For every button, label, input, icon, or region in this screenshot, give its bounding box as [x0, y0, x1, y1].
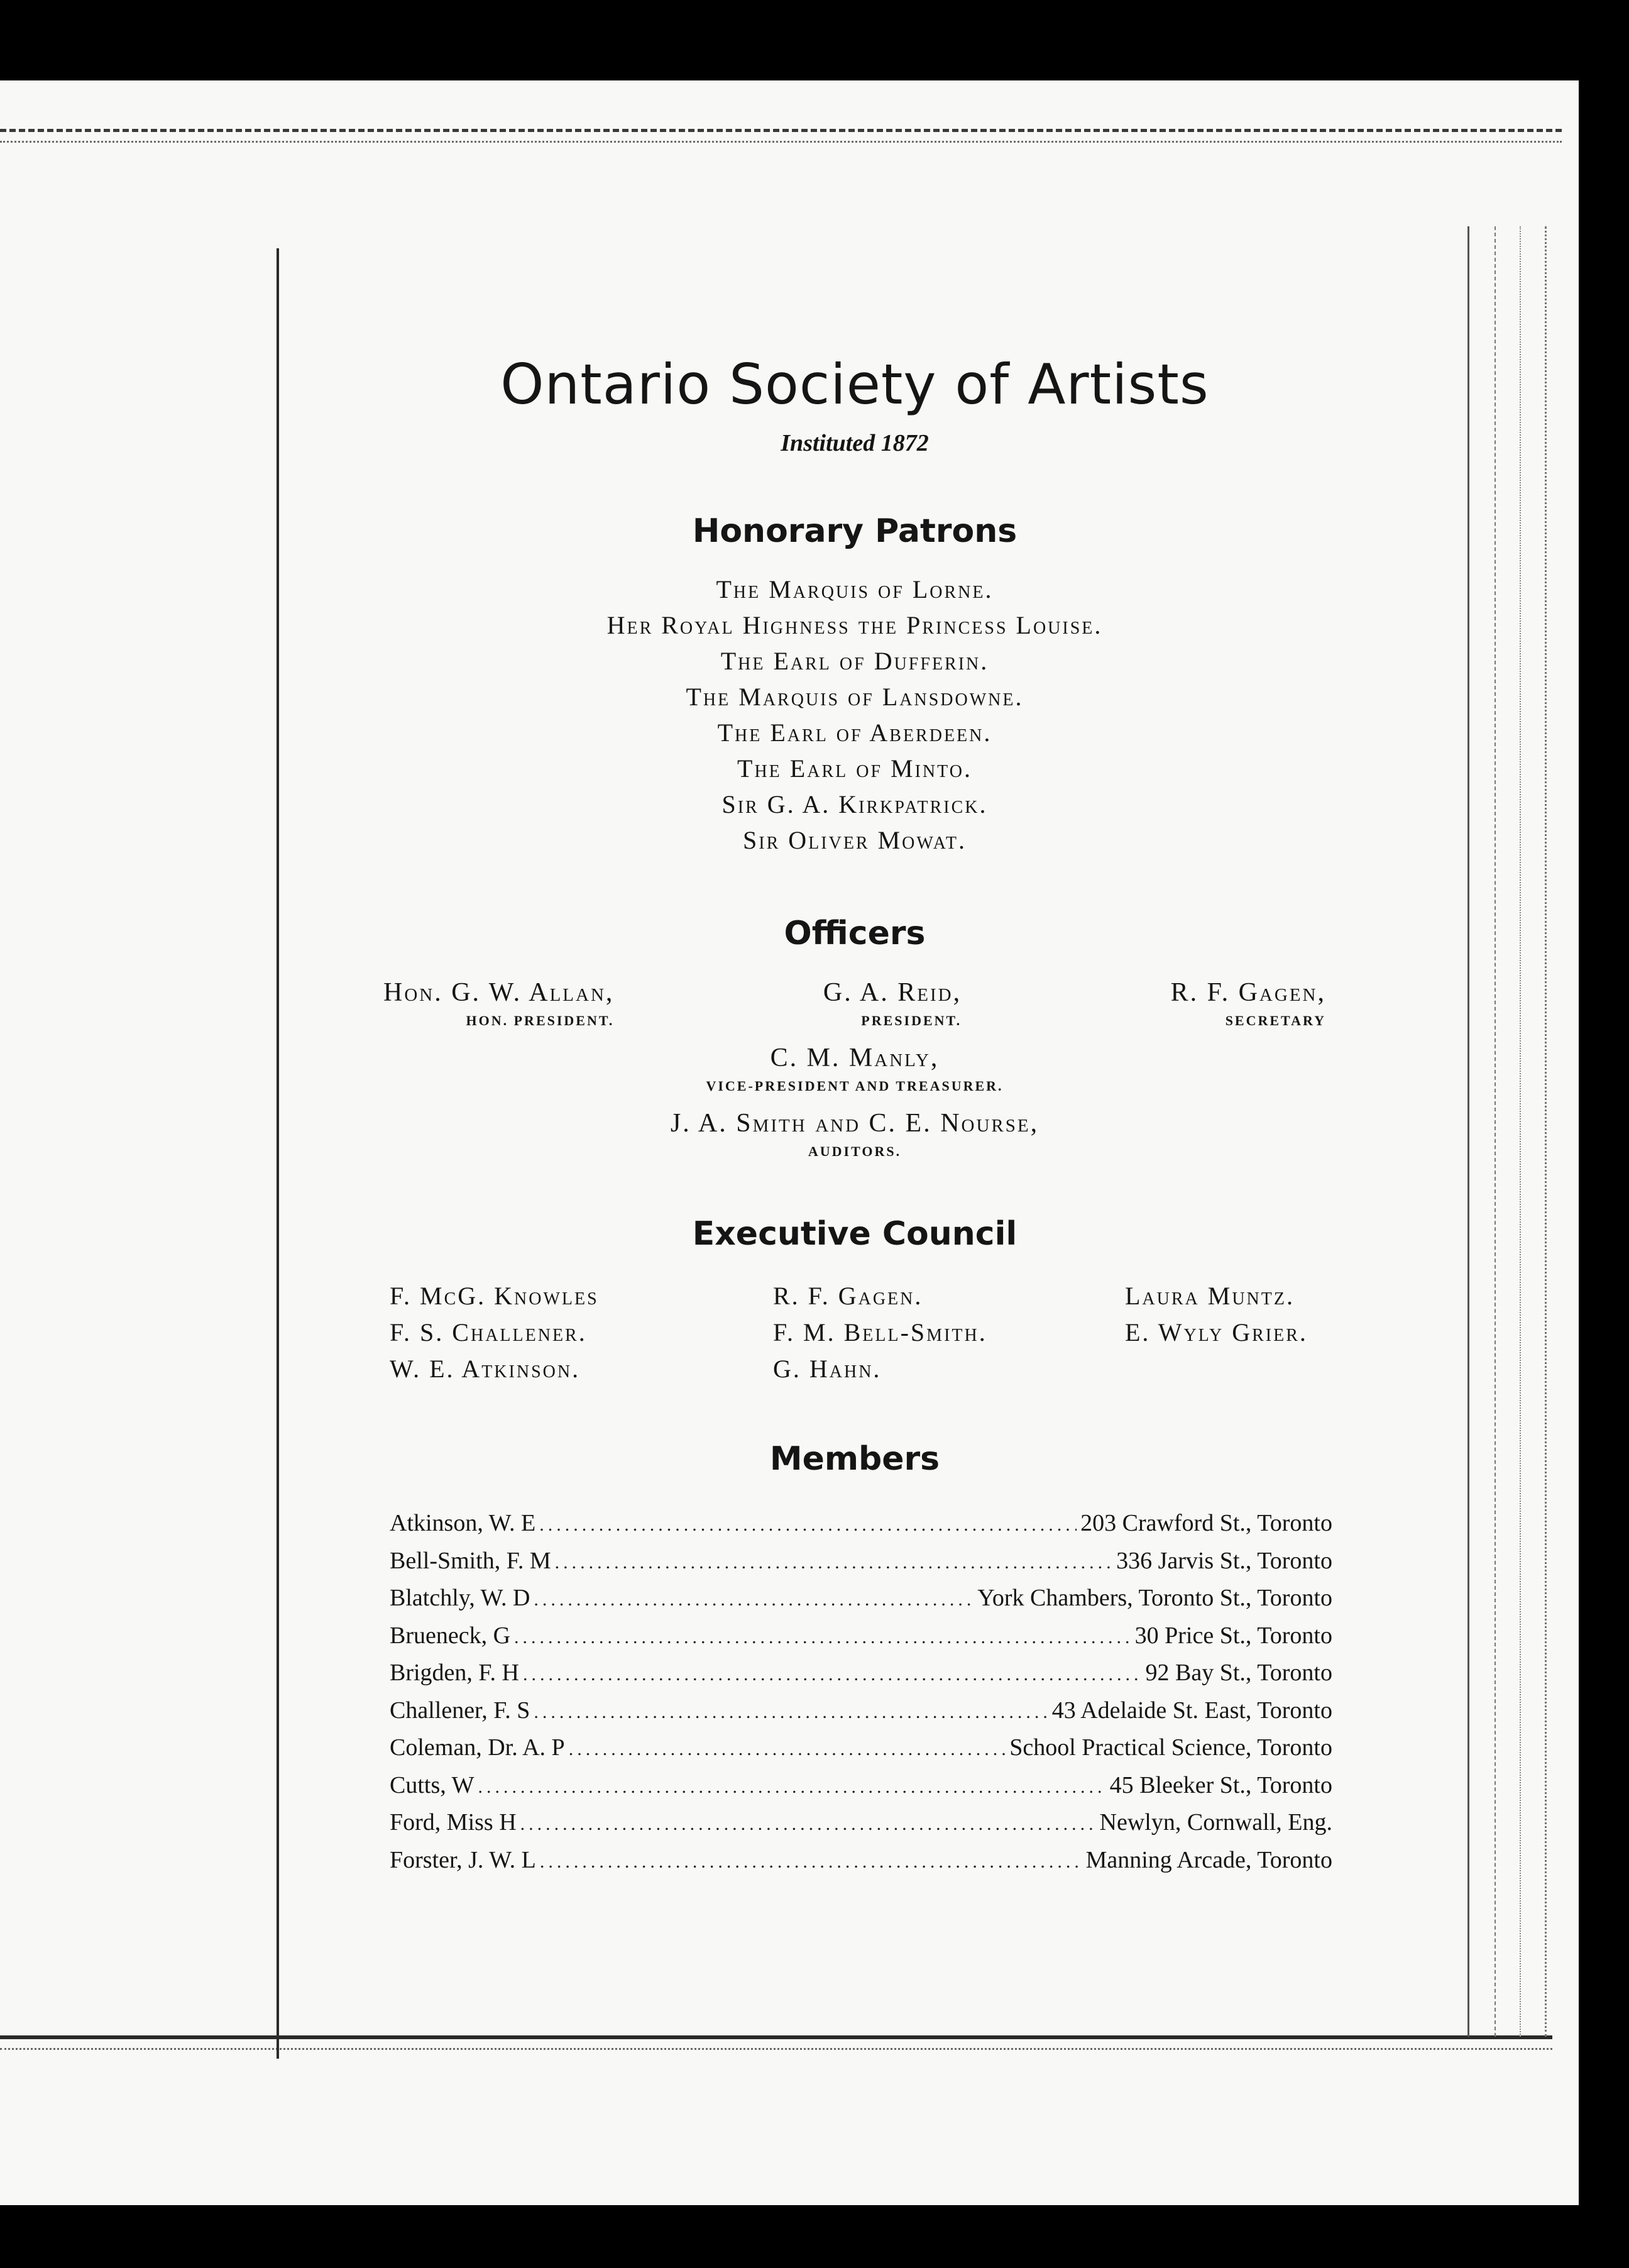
leader-dots: [569, 1731, 1006, 1768]
patron-entry: Sir G. A. Kirkpatrick.: [721, 790, 988, 818]
council-member: Laura Muntz.: [1125, 1282, 1295, 1310]
patron-entry: The Earl of Minto.: [737, 754, 972, 783]
member-name: Blatchly, W. D: [390, 1585, 530, 1611]
top-border-rule: [0, 129, 1562, 143]
member-address: Manning Arcade, Toronto: [1085, 1846, 1332, 1873]
members-heading: Members: [769, 1440, 940, 1478]
officers-heading: Officers: [784, 915, 926, 952]
bottom-border-rule: [0, 2035, 1552, 2050]
officer-title: AUDITORS.: [808, 1143, 902, 1159]
member-name: Brueneck, G: [390, 1622, 511, 1649]
member-name: Cutts, W: [390, 1771, 474, 1798]
member-name: Bell-Smith, F. M: [390, 1547, 551, 1574]
member-row: [390, 1730, 1332, 1768]
member-name: Coleman, Dr. A. P: [390, 1734, 565, 1761]
council-member: F. M. Bell-Smith.: [773, 1318, 987, 1346]
officer-president: [823, 977, 962, 1029]
left-margin-rule: [277, 248, 279, 2059]
member-row: [390, 1768, 1332, 1805]
member-row: [390, 1805, 1332, 1842]
officer-title: VICE-PRESIDENT AND TREASURER.: [706, 1078, 1004, 1094]
leader-dots: [514, 1619, 1131, 1656]
member-address: 30 Price St., Toronto: [1134, 1622, 1332, 1649]
patron-entry: Her Royal Highness the Princess Louise.: [606, 611, 1103, 639]
member-name: Brigden, F. H: [390, 1660, 519, 1686]
member-address: 203 Crawford St., Toronto: [1080, 1510, 1332, 1536]
document-page: [377, 352, 1332, 1880]
document-subtitle: Instituted 1872: [781, 430, 929, 456]
leader-dots: [523, 1656, 1142, 1693]
member-name: Challener, F. S: [390, 1697, 530, 1724]
council-member: E. Wyly Grier.: [1125, 1318, 1308, 1346]
officer-name: C. M. Manly,: [770, 1043, 940, 1072]
officer-name: R. F. Gagen,: [1170, 978, 1326, 1007]
member-row: [390, 1655, 1332, 1693]
document-title: Ontario Society of Artists: [500, 352, 1209, 417]
officer-title: PRESIDENT.: [861, 1013, 962, 1028]
patron-entry: Sir Oliver Mowat.: [743, 826, 967, 854]
leader-dots: [534, 1582, 974, 1618]
leader-dots: [478, 1769, 1105, 1805]
member-name: Atkinson, W. E: [390, 1510, 536, 1536]
officers-row: [377, 977, 1332, 1029]
officer-title: SECRETARY: [1225, 1013, 1326, 1028]
member-address: 45 Bleeker St., Toronto: [1109, 1771, 1332, 1798]
leader-dots: [539, 1507, 1077, 1543]
leader-dots: [520, 1806, 1096, 1842]
officer-secretary: [1171, 977, 1326, 1029]
officer-name: Hon. G. W. Allan,: [383, 978, 615, 1007]
officer-hon-president: [383, 977, 614, 1029]
council-member: R. F. Gagen.: [773, 1282, 923, 1310]
leader-dots: [540, 1844, 1082, 1880]
member-address: Newlyn, Cornwall, Eng.: [1099, 1809, 1332, 1836]
patrons-list: [377, 571, 1332, 858]
member-address: 43 Adelaide St. East, Toronto: [1051, 1697, 1332, 1724]
member-row: [390, 1543, 1332, 1581]
member-address: School Practical Science, Toronto: [1009, 1734, 1332, 1761]
right-page-edges: [1467, 226, 1547, 2037]
executive-council-heading: Executive Council: [692, 1215, 1017, 1253]
council-member: W. E. Atkinson.: [390, 1355, 581, 1383]
member-row: [390, 1842, 1332, 1880]
officer-vice-president: [377, 1043, 1332, 1094]
member-address: 92 Bay St., Toronto: [1145, 1660, 1332, 1686]
patron-entry: The Earl of Aberdeen.: [717, 718, 992, 747]
members-list: [377, 1506, 1332, 1880]
patron-entry: The Marquis of Lansdowne.: [686, 683, 1024, 711]
member-row: [390, 1693, 1332, 1731]
officer-name: J. A. Smith and C. E. Nourse,: [670, 1109, 1039, 1138]
member-row: [390, 1506, 1332, 1543]
member-address: 336 Jarvis St., Toronto: [1116, 1547, 1332, 1574]
council-member: F. S. Challener.: [390, 1318, 587, 1346]
member-name: Forster, J. W. L: [390, 1846, 536, 1873]
patron-entry: The Earl of Dufferin.: [720, 647, 989, 675]
member-address: York Chambers, Toronto St., Toronto: [977, 1585, 1332, 1611]
officer-auditors: [377, 1108, 1332, 1160]
executive-council-list: [377, 1278, 1332, 1387]
member-row: [390, 1580, 1332, 1618]
council-member: G. Hahn.: [773, 1355, 882, 1383]
patron-entry: The Marquis of Lorne.: [716, 575, 994, 603]
leader-dots: [555, 1544, 1112, 1581]
leader-dots: [534, 1694, 1048, 1731]
patrons-heading: Honorary Patrons: [692, 512, 1017, 550]
member-name: Ford, Miss H: [390, 1809, 517, 1836]
officer-name: G. A. Reid,: [823, 978, 962, 1007]
member-row: [390, 1618, 1332, 1656]
council-member: F. McG. Knowles: [390, 1282, 599, 1310]
officer-title: HON. PRESIDENT.: [466, 1013, 615, 1028]
